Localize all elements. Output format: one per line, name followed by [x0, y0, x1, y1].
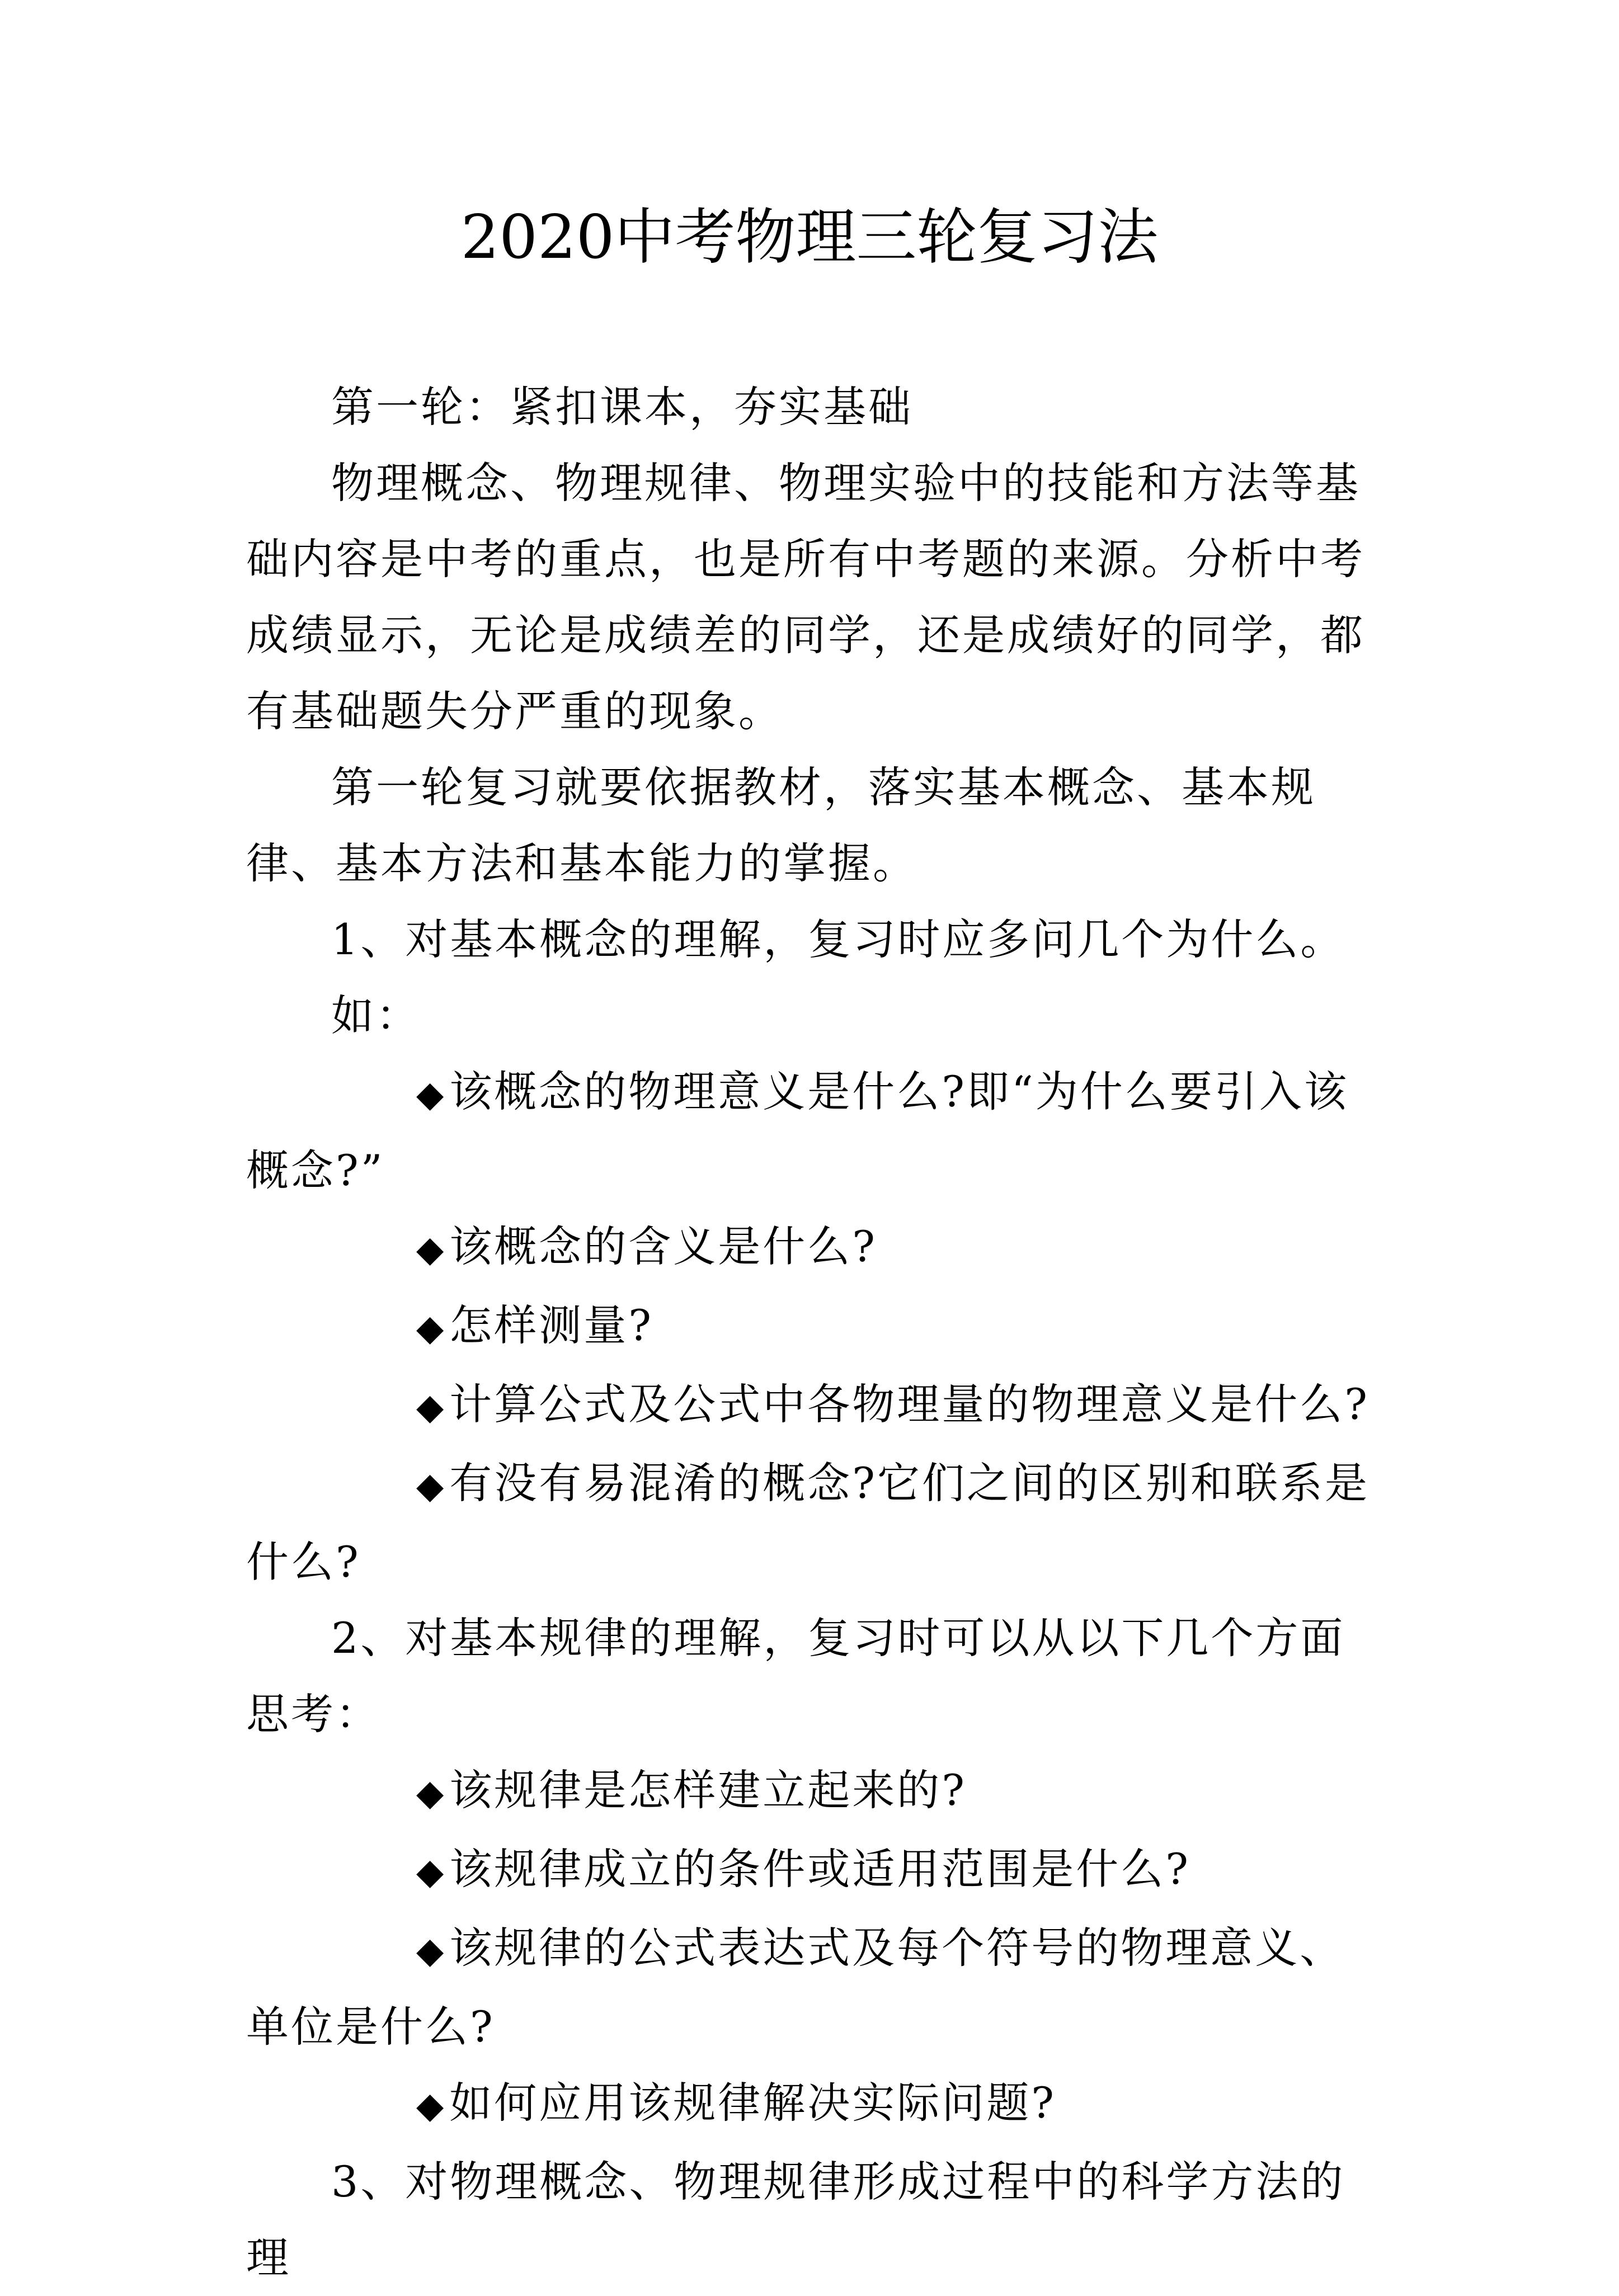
paragraph-concept-understanding: 1、对基本概念的理解，复习时应多问几个为什么。 — [331, 914, 1345, 964]
paragraph-for-example: 如： — [331, 991, 421, 1040]
paragraph-round-one-heading: 第一轮：紧扣课本，夯实基础 — [331, 382, 913, 432]
diamond-bullet-icon: ◆ — [416, 1930, 446, 1972]
list-item — [246, 1445, 1376, 1600]
diamond-bullet-icon: ◆ — [416, 1229, 446, 1270]
diamond-bullet-icon: ◆ — [416, 1851, 446, 1893]
paragraph-scientific-method: 3、对物理概念、物理规律形成过程中的科学方法的理 — [246, 2157, 1345, 2283]
list-item — [246, 1054, 1376, 1209]
list-item-text: 有没有易混淆的概念?它们之间的区别和联系是什么? — [246, 1458, 1369, 1587]
document-title: 2020中考物理三轮复习法 — [460, 202, 1159, 272]
list-item-text: 该规律是怎样建立起来的? — [449, 1765, 967, 1815]
document-body — [246, 369, 1376, 2296]
paragraph-round-one-goal: 第一轮复习就要依据教材，落实基本概念、基本规律、基本方法和基本能力的掌握。 — [246, 762, 1316, 888]
list-item — [246, 1288, 1376, 1366]
list-item — [246, 2065, 1376, 2144]
diamond-bullet-icon: ◆ — [416, 1074, 446, 1115]
diamond-bullet-icon: ◆ — [416, 1772, 446, 1814]
diamond-bullet-icon: ◆ — [416, 1387, 446, 1428]
list-item-text: 该规律的公式表达式及每个符号的物理意义、单位是什么? — [246, 1923, 1345, 2052]
list-item — [246, 1209, 1376, 1288]
list-item — [246, 1910, 1376, 2065]
list-item-text: 如何应用该规律解决实际问题? — [449, 2078, 1056, 2128]
paragraph-law-understanding: 2、对基本规律的理解，复习时可以从以下几个方面思考： — [246, 1613, 1345, 1739]
list-item — [246, 1366, 1376, 1445]
list-item-text: 该规律成立的条件或适用范围是什么? — [449, 1844, 1190, 1894]
list-item — [246, 1831, 1376, 1910]
paragraph-basics-intro: 物理概念、物理规律、物理实验中的技能和方法等基础内容是中考的重点，也是所有中考题的来源。分析中考成绩显示，无论是成绩差的同学，还是成绩好的同学，都有基础题失分严重的现象。 — [246, 458, 1365, 736]
list-item-text: 计算公式及公式中各物理量的物理意义是什么? — [449, 1379, 1369, 1429]
diamond-bullet-icon: ◆ — [416, 1308, 446, 1349]
diamond-bullet-icon: ◆ — [416, 2085, 446, 2127]
diamond-bullet-icon: ◆ — [416, 1465, 446, 1507]
list-item — [246, 1752, 1376, 1831]
list-item-text: 怎样测量? — [449, 1300, 653, 1350]
list-item-text: 该概念的物理意义是什么?即“为什么要引入该概念?” — [246, 1067, 1349, 1195]
list-item-text: 该概念的含义是什么? — [449, 1222, 877, 1271]
